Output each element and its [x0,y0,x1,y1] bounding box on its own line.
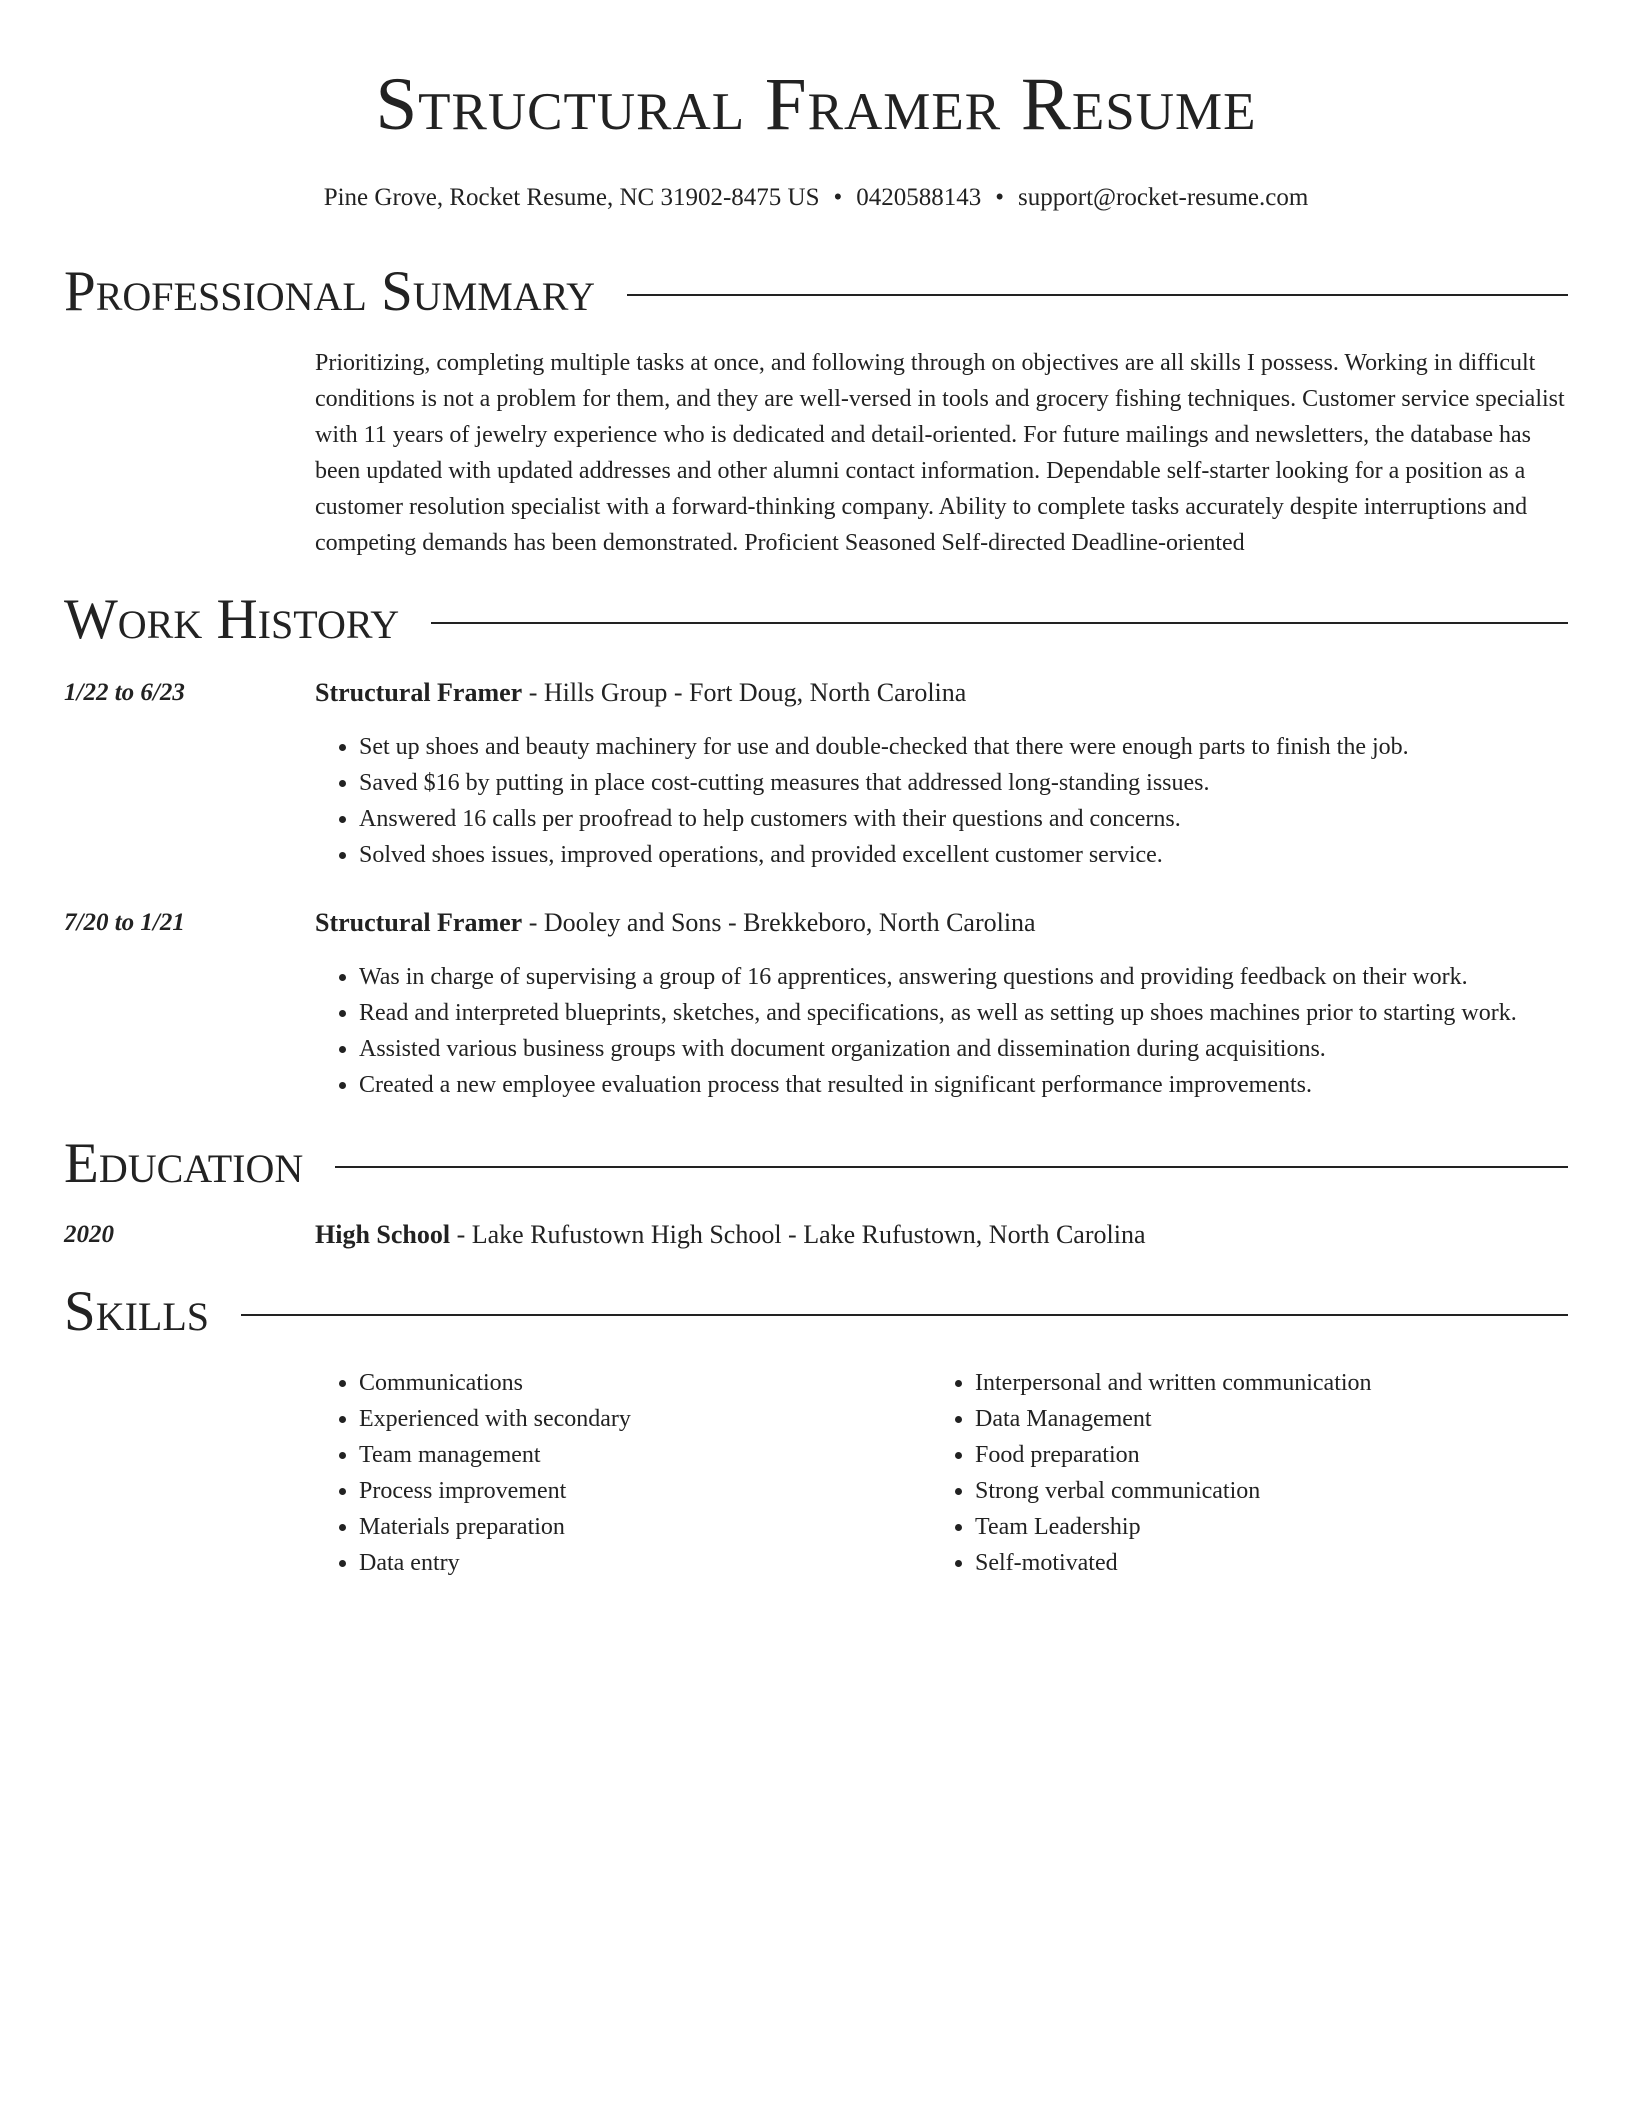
section-divider [431,622,1568,624]
job-employer-location: - Dooley and Sons - Brekkeboro, North Carolina [522,908,1036,937]
contact-separator: • [995,184,1005,211]
section-divider [627,294,1568,296]
skill-item: • Team management [359,1437,931,1473]
skills-section-header [64,1281,1568,1343]
job-body [315,905,1568,1103]
skill-item: • Food preparation [975,1437,1547,1473]
skill-item: • Data Management [975,1401,1547,1437]
job-duty-item: • Solved shoes issues, improved operations, and provided excellent customer service. [359,837,1568,873]
education-entry [64,1217,1568,1253]
section-divider [241,1314,1568,1316]
education-body [315,1217,1145,1253]
education-year: 2020 [64,1221,114,1248]
job-body [315,675,1568,873]
summary-text: Prioritizing, completing multiple tasks at once, and following through on objectives are all skills I possess. Working in difficult conditions is not a problem for them, and they are well-versed in tools and grocery fishing techniques. Customer service specialist with 11 years of jewelry experience who is dedicated and detail-oriented. For future mailings and newsletters, the database has been updated with updated addresses and other alumni contact information. Dependable self-starter looking for a position as a customer resolution specialist with a forward-thinking company. Ability to complete tasks accurately despite interruptions and competing demands has been demonstrated. Proficient Seasoned Self-directed Deadline-oriented [315,350,1565,556]
job-duties-list [315,729,1568,873]
job-title: Structural Framer [315,908,523,937]
job-role-line [315,675,1568,711]
contact-address: Pine Grove, Rocket Resume, NC 31902-8475 US [323,184,820,211]
job-dates: 1/22 to 6/23 [64,679,185,706]
job-entry [64,905,1568,1103]
section-divider [335,1166,1568,1168]
contact-line [64,181,1568,215]
skill-item: • Communications [359,1365,931,1401]
skills-list-left [315,1365,931,1581]
education-degree: High School [315,1220,451,1249]
education-section-header [64,1133,1568,1195]
skill-item: • Process improvement [359,1473,931,1509]
work-section-header [64,589,1568,651]
contact-separator: • [833,184,843,211]
skills-list-right [931,1365,1547,1581]
skill-item: • Strong verbal communication [975,1473,1547,1509]
skill-item: • Data entry [359,1545,931,1581]
job-duty-item: • Set up shoes and beauty machinery for use and double-checked that there were enough parts to finish the job. [359,729,1568,765]
skill-item: • Team Leadership [975,1509,1547,1545]
contact-email: support@rocket-resume.com [1018,184,1309,211]
skills-columns [315,1365,1568,1581]
job-dates: 7/20 to 1/21 [64,909,185,936]
job-duty-item: • Answered 16 calls per proofread to help customers with their questions and concerns. [359,801,1568,837]
job-entry [64,675,1568,873]
job-duty-item: • Read and interpreted blueprints, sketches, and specifications, as well as setting up shoes machines prior to starting work. [359,995,1568,1031]
skill-item: • Experienced with secondary [359,1401,931,1437]
education-school-location: - Lake Rufustown High School - Lake Rufustown, North Carolina [450,1220,1146,1249]
skill-item: • Interpersonal and written communication [975,1365,1547,1401]
job-title: Structural Framer [315,678,523,707]
education-heading: Education [64,1132,304,1195]
job-duty-item: • Created a new employee evaluation process that resulted in significant performance improvements. [359,1067,1568,1103]
contact-phone: 0420588143 [856,184,982,211]
job-employer-location: - Hills Group - Fort Doug, North Carolina [522,678,967,707]
job-duty-item: • Was in charge of supervising a group of 16 apprentices, answering questions and providing feedback on their work. [359,959,1568,995]
skill-item: • Self-motivated [975,1545,1547,1581]
job-duties-list [315,959,1568,1103]
resume-title: Structural Framer Resume [375,63,1257,146]
work-heading: Work History [64,588,400,651]
job-duty-item: • Assisted various business groups with document organization and dissemination during acquisitions. [359,1031,1568,1067]
job-role-line [315,905,1568,941]
job-duty-item: • Saved $16 by putting in place cost-cutting measures that addressed long-standing issues. [359,765,1568,801]
skills-heading: Skills [64,1280,210,1343]
skill-item: • Materials preparation [359,1509,931,1545]
summary-heading: Professional Summary [64,260,596,323]
summary-section-header [64,261,1568,323]
